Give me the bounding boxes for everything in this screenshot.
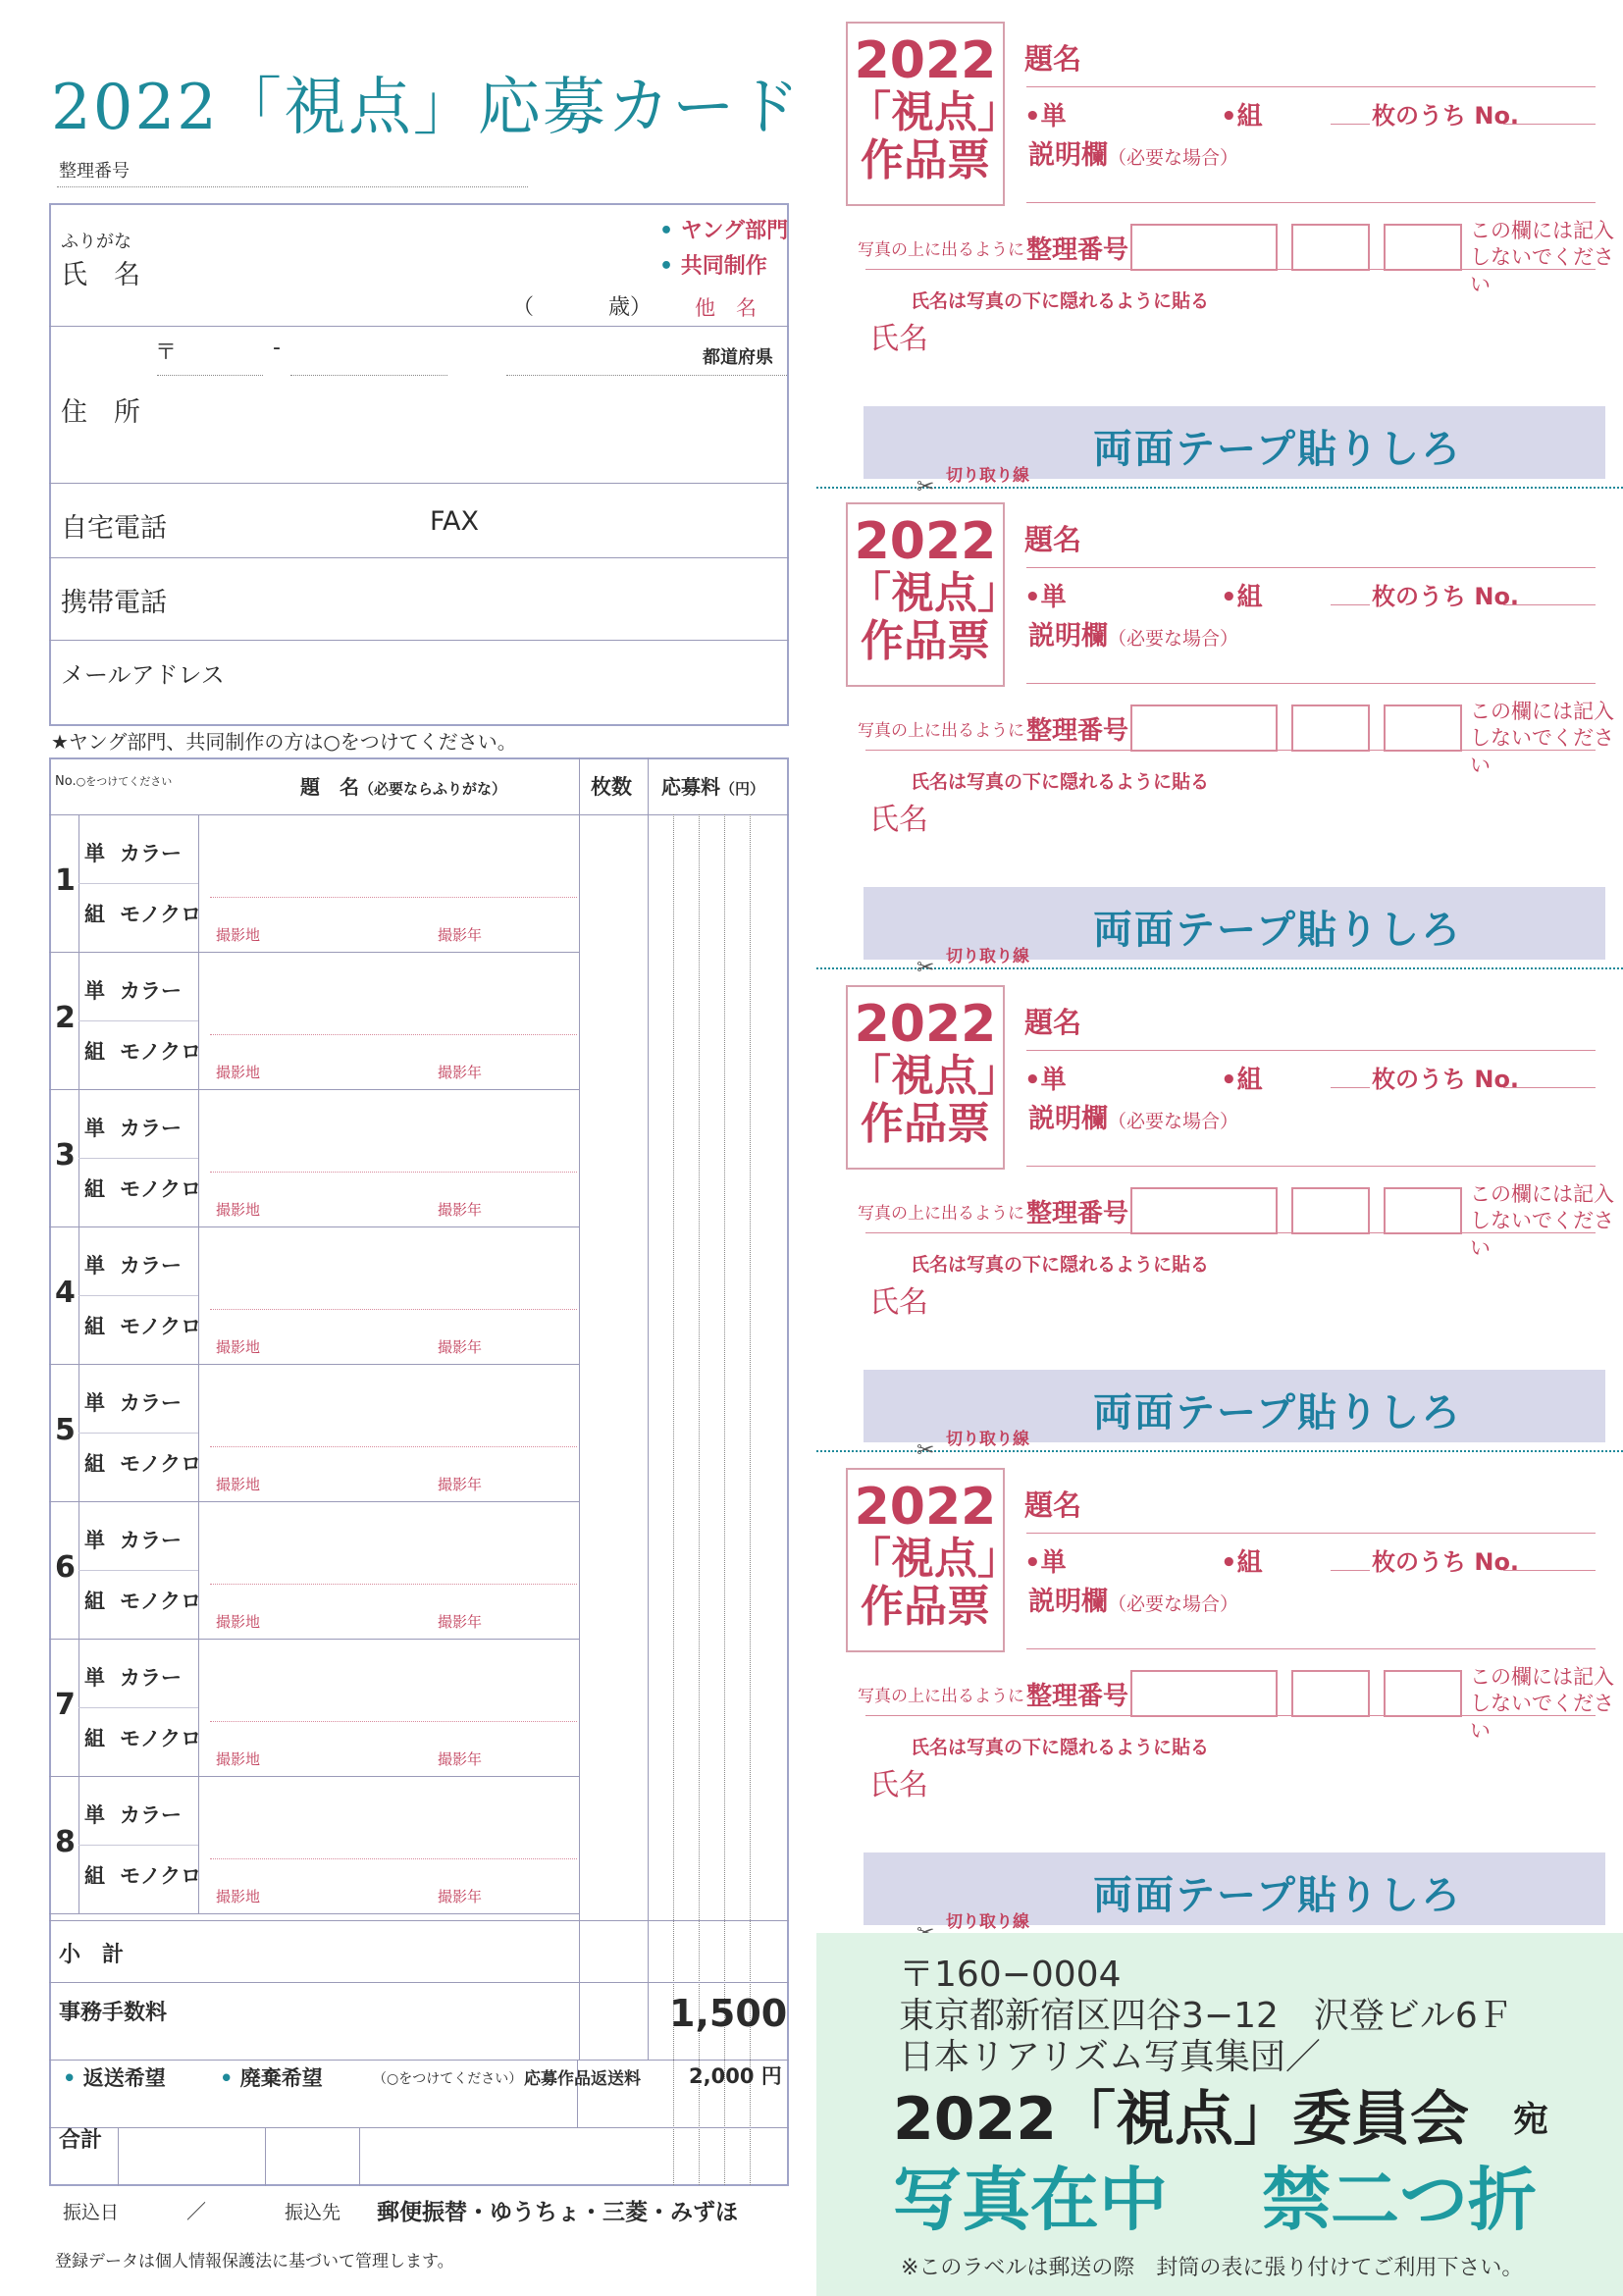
col-circle-label: ○をつけてください — [76, 775, 173, 788]
ticket-no-write: この欄には記入しないでください — [1470, 1665, 1614, 1743]
mono-option[interactable]: モノクロ — [120, 903, 202, 926]
bullet-icon: • — [659, 254, 674, 279]
ticket-photo-above: 写真の上に出るように — [858, 721, 1024, 741]
seiri-box-3[interactable] — [1384, 1187, 1462, 1234]
ticket-setsumei-label: 説明欄 — [1028, 1104, 1108, 1134]
ticket-setsumei — [1028, 614, 1238, 652]
postal-dash: - — [273, 336, 281, 360]
ticket-shimei: 氏名 — [869, 803, 928, 837]
seiri-box-1[interactable] — [1130, 224, 1278, 271]
color-option[interactable]: カラー — [120, 1391, 182, 1415]
mono-option[interactable]: モノクロ — [120, 1727, 202, 1750]
seiri-box-1[interactable] — [1130, 1187, 1278, 1234]
ticket-mai-no: 枚のうち No. — [1372, 1066, 1520, 1093]
mono-option[interactable]: モノクロ — [120, 1315, 202, 1338]
haiki-option[interactable] — [220, 2062, 323, 2092]
ticket-tan-label: 単 — [1040, 583, 1067, 612]
satsueichi-label: 撮影地 — [216, 1201, 261, 1219]
ticket-tan[interactable] — [1024, 1060, 1067, 1096]
ticket-daimei: 題名 — [1024, 42, 1082, 76]
seiri-box-2[interactable] — [1291, 224, 1370, 271]
ticket-tan[interactable] — [1024, 96, 1067, 132]
star-note: ★ヤング部門、共同制作の方は○をつけてください。 — [51, 730, 517, 754]
label-zaichu: 写真在中 — [893, 2160, 1168, 2240]
furikomibi-label: 振込日 — [63, 2202, 120, 2223]
satsueichi-label: 撮影地 — [216, 1888, 261, 1905]
ticket-kumi-label: 組 — [1236, 583, 1263, 612]
seiri-box-1[interactable] — [1130, 1670, 1278, 1717]
ticket-kumi[interactable] — [1221, 577, 1263, 613]
ticket-kumi-label: 組 — [1236, 102, 1263, 131]
satsueichi-label: 撮影地 — [216, 1064, 261, 1081]
mono-option[interactable]: モノクロ — [120, 1177, 202, 1201]
ticket-kumi[interactable] — [1221, 1542, 1263, 1579]
satsueinen-label: 撮影年 — [438, 1613, 483, 1631]
seiri-box-3[interactable] — [1384, 704, 1462, 752]
privacy-footer: 登録データは個人情報保護法に基づいて管理します。 — [55, 2252, 454, 2271]
ticket-year: 2022 — [854, 1478, 997, 1537]
ticket-kumi-label: 組 — [1236, 1548, 1263, 1578]
seiri-box-2[interactable] — [1291, 704, 1370, 752]
color-option[interactable]: カラー — [120, 1529, 182, 1552]
gokei-label: 合計 — [59, 2128, 103, 2153]
jimu-value: 1,500 — [669, 1992, 788, 2035]
ticket-photo-above: 写真の上に出るように — [858, 1687, 1024, 1706]
satsueinen-label: 撮影年 — [438, 1064, 483, 1081]
label-ate: 宛 — [1513, 2100, 1549, 2140]
ticket-no-write: この欄には記入しないでください — [1470, 219, 1614, 296]
ticket-shimei: 氏名 — [869, 322, 928, 356]
ticket-mai-no: 枚のうち No. — [1372, 583, 1520, 610]
satsueichi-label: 撮影地 — [216, 926, 261, 944]
tan-option[interactable]: 単 — [84, 1529, 105, 1552]
ticket-sakuhinhyo: 作品票 — [861, 1581, 990, 1632]
bullet-icon: • — [659, 219, 674, 243]
fax-label: FAX — [430, 506, 480, 537]
satsueichi-label: 撮影地 — [216, 1476, 261, 1493]
satsueinen-label: 撮影年 — [438, 1888, 483, 1905]
row-number: 7 — [55, 1688, 76, 1722]
ticket-photo-above: 写真の上に出るように — [858, 1204, 1024, 1224]
kumi-option[interactable]: 組 — [84, 1727, 105, 1750]
bullet-icon: • — [1024, 1066, 1041, 1095]
seiri-box-3[interactable] — [1384, 1670, 1462, 1717]
tan-option[interactable]: 単 — [84, 1391, 105, 1415]
label-committee: 2022「視点」委員会 — [893, 2085, 1469, 2154]
color-option[interactable]: カラー — [120, 1117, 182, 1140]
ticket-sakuhinhyo: 作品票 — [861, 134, 990, 185]
ticket-setsumei — [1028, 1097, 1238, 1135]
kumi-option[interactable]: 組 — [84, 1177, 105, 1201]
henso-label: 返送希望 — [82, 2066, 166, 2090]
kyodo-option[interactable] — [659, 249, 767, 280]
bullet-icon: • — [63, 2066, 77, 2090]
ticket-setsumei-sub: （必要な場合） — [1108, 628, 1239, 650]
scissors-icon: ✂ — [916, 475, 935, 499]
tape-label: 両面テープ貼りしろ — [1093, 427, 1462, 472]
ticket-tan[interactable] — [1024, 1542, 1067, 1579]
email-label: メールアドレス — [61, 661, 225, 689]
col-no-label: No. — [55, 774, 77, 789]
satsueinen-label: 撮影年 — [438, 926, 483, 944]
satsueinen-label: 撮影年 — [438, 1476, 483, 1493]
tape-label: 両面テープ貼りしろ — [1093, 1873, 1462, 1918]
mono-option[interactable]: モノクロ — [120, 1590, 202, 1613]
home-phone-label: 自宅電話 — [61, 513, 167, 544]
ticket-setsumei-label: 説明欄 — [1028, 140, 1108, 171]
bullet-icon: • — [1221, 1066, 1237, 1095]
name-label: 氏 名 — [61, 260, 140, 290]
haiki-label: 廃棄希望 — [239, 2066, 323, 2090]
ticket-name-hidden: 氏名は写真の下に隠れるように貼る — [911, 1254, 1210, 1276]
ticket-name-hidden: 氏名は写真の下に隠れるように貼る — [911, 771, 1210, 793]
col-maisu: 枚数 — [591, 775, 632, 799]
cut-line — [816, 487, 1623, 489]
seiri-box-2[interactable] — [1291, 1187, 1370, 1234]
ticket-logo — [846, 985, 1021, 1170]
circle-note: （○をつけてください） — [373, 2071, 523, 2087]
row-number: 3 — [55, 1138, 76, 1173]
henso-option[interactable] — [63, 2062, 166, 2092]
row-number: 1 — [55, 863, 76, 898]
col-title-label: 題 名 — [300, 775, 359, 799]
color-option[interactable]: カラー — [120, 1803, 182, 1827]
satsueichi-label: 撮影地 — [216, 1338, 261, 1356]
ticket-kumi[interactable] — [1221, 96, 1263, 132]
satsueinen-label: 撮影年 — [438, 1338, 483, 1356]
ticket-tan-label: 単 — [1040, 102, 1067, 131]
seiri-box-1[interactable] — [1130, 704, 1278, 752]
bullet-icon: • — [1024, 583, 1041, 612]
ticket-logo — [846, 1468, 1021, 1652]
satsueichi-label: 撮影地 — [216, 1750, 261, 1768]
ticket-year: 2022 — [854, 512, 997, 571]
label-kinshi: 禁二つ折 — [1262, 2160, 1537, 2240]
furigana-label: ふりがな — [61, 232, 131, 252]
ticket-tan[interactable] — [1024, 577, 1067, 613]
row-number: 8 — [55, 1825, 76, 1859]
ticket-daimei: 題名 — [1024, 1006, 1082, 1039]
ticket-seiri: 整理番号 — [1026, 235, 1129, 265]
mobile-label: 携帯電話 — [61, 588, 167, 618]
bullet-icon: • — [1221, 1548, 1237, 1578]
ticket-setsumei-sub: （必要な場合） — [1108, 147, 1239, 169]
bullet-icon: • — [1221, 583, 1237, 612]
ticket-shiten: 「視点」 — [848, 1051, 1021, 1102]
kumi-option[interactable]: 組 — [84, 1452, 105, 1476]
col-fee-unit: （円） — [720, 780, 765, 798]
row-number: 5 — [55, 1413, 76, 1447]
ticket-kumi-label: 組 — [1236, 1066, 1263, 1095]
kumi-option[interactable]: 組 — [84, 1040, 105, 1064]
tape-label: 両面テープ貼りしろ — [1093, 1390, 1462, 1435]
label-address: 東京都新宿区四谷3−12 沢登ビル6Ｆ — [899, 1996, 1513, 2036]
tape-label: 両面テープ貼りしろ — [1093, 908, 1462, 953]
bullet-icon: • — [1221, 102, 1237, 131]
young-option[interactable] — [659, 214, 788, 244]
label-note: ※このラベルは郵送の際 封筒の表に張り付けてご利用下さい。 — [901, 2256, 1524, 2280]
row-number: 2 — [55, 1001, 76, 1035]
color-option[interactable]: カラー — [120, 979, 182, 1003]
seiri-box-3[interactable] — [1384, 224, 1462, 271]
tan-option[interactable]: 単 — [84, 842, 105, 865]
col-fee — [661, 771, 764, 800]
col-no — [55, 773, 172, 789]
form-title: 2022「視点」応募カード — [51, 72, 802, 144]
seiri-box-2[interactable] — [1291, 1670, 1370, 1717]
cut-label: 切り取り線 — [946, 947, 1029, 966]
ticket-setsumei — [1028, 133, 1238, 172]
ticket-sakuhinhyo: 作品票 — [861, 1098, 990, 1149]
ticket-seiri: 整理番号 — [1026, 1199, 1129, 1228]
ticket-setsumei-label: 説明欄 — [1028, 1587, 1108, 1617]
tan-option[interactable]: 単 — [84, 1117, 105, 1140]
slash: ／ — [186, 2200, 206, 2223]
scissors-icon: ✂ — [916, 1438, 935, 1463]
satsueinen-label: 撮影年 — [438, 1750, 483, 1768]
kumi-option[interactable]: 組 — [84, 1590, 105, 1613]
satsueinen-label: 撮影年 — [438, 1201, 483, 1219]
bullet-icon: • — [1024, 102, 1041, 131]
kumi-option[interactable]: 組 — [84, 1864, 105, 1888]
ticket-kumi[interactable] — [1221, 1060, 1263, 1096]
ticket-photo-above: 写真の上に出るように — [858, 240, 1024, 260]
cut-label: 切り取り線 — [946, 466, 1029, 486]
ticket-shimei: 氏名 — [869, 1768, 928, 1802]
cut-line — [816, 1450, 1623, 1452]
furikomisaki-label: 振込先 — [285, 2202, 341, 2223]
young-label: ヤング部門 — [680, 219, 789, 243]
ticket-year: 2022 — [854, 995, 997, 1054]
ticket-shimei: 氏名 — [869, 1285, 928, 1320]
label-org: 日本リアリズム写真集団／ — [899, 2037, 1321, 2077]
postal-mark: 〒 — [155, 340, 178, 365]
ticket-seiri: 整理番号 — [1026, 716, 1129, 746]
ticket-no-write: この欄には記入しないでください — [1470, 700, 1614, 777]
address-label: 住 所 — [61, 397, 140, 428]
cut-line — [816, 967, 1623, 969]
kumi-option[interactable]: 組 — [84, 903, 105, 926]
henso-fee-label: 応募作品返送料 — [524, 2069, 641, 2089]
ticket-no-write: この欄には記入しないでください — [1470, 1182, 1614, 1260]
tan-option[interactable]: 単 — [84, 1803, 105, 1827]
tan-option[interactable]: 単 — [84, 979, 105, 1003]
bullet-icon: • — [220, 2066, 234, 2090]
jimu-label: 事務手数料 — [59, 2001, 168, 2025]
ticket-daimei: 題名 — [1024, 523, 1082, 556]
ticket-shiten: 「視点」 — [848, 568, 1021, 619]
col-title-sub: （必要ならふりがな） — [359, 780, 507, 798]
mono-option[interactable]: モノクロ — [120, 1864, 202, 1888]
col-title — [300, 771, 506, 800]
mono-option[interactable]: モノクロ — [120, 1040, 202, 1064]
color-option[interactable]: カラー — [120, 842, 182, 865]
row-number: 4 — [55, 1276, 76, 1310]
seiri-bango-label: 整理番号 — [59, 161, 130, 182]
ticket-shiten: 「視点」 — [848, 1534, 1021, 1585]
ticket-mai-no: 枚のうち No. — [1372, 102, 1520, 130]
cut-label: 切り取り線 — [946, 1912, 1029, 1932]
applicant-info-box — [49, 203, 789, 726]
col-fee-label: 応募料 — [661, 775, 720, 799]
bullet-icon: • — [1024, 1548, 1041, 1578]
mono-option[interactable]: モノクロ — [120, 1452, 202, 1476]
ticket-tan-label: 単 — [1040, 1066, 1067, 1095]
ticket-setsumei — [1028, 1580, 1238, 1618]
kyodo-label: 共同制作 — [680, 254, 767, 279]
age-close: 歳） — [608, 295, 653, 320]
tan-option[interactable]: 単 — [84, 1666, 105, 1690]
ticket-tan-label: 単 — [1040, 1548, 1067, 1578]
ticket-name-hidden: 氏名は写真の下に隠れるように貼る — [911, 290, 1210, 312]
ticket-logo — [846, 502, 1021, 687]
ticket-sakuhinhyo: 作品票 — [861, 615, 990, 666]
tamei-label: 他 名 — [695, 296, 757, 320]
row-number: 6 — [55, 1550, 76, 1585]
age-open: （ — [512, 295, 535, 320]
ticket-shiten: 「視点」 — [848, 87, 1021, 138]
banks-text: 郵便振替・ゆうちょ・三菱・みずほ — [377, 2200, 738, 2225]
satsueichi-label: 撮影地 — [216, 1613, 261, 1631]
ticket-logo — [846, 22, 1021, 206]
ticket-year: 2022 — [854, 31, 997, 90]
ticket-mai-no: 枚のうち No. — [1372, 1548, 1520, 1576]
todofuken-label: 都道府県 — [703, 347, 773, 368]
tan-option[interactable]: 単 — [84, 1254, 105, 1278]
label-zip: 〒160−0004 — [899, 1955, 1122, 1995]
subtotal-label: 小 計 — [59, 1943, 125, 1967]
ticket-name-hidden: 氏名は写真の下に隠れるように貼る — [911, 1737, 1210, 1758]
ticket-daimei: 題名 — [1024, 1488, 1082, 1522]
ticket-setsumei-sub: （必要な場合） — [1108, 1593, 1239, 1615]
henso-fee-value: 2,000 円 — [689, 2064, 782, 2088]
ticket-setsumei-label: 説明欄 — [1028, 621, 1108, 652]
color-option[interactable]: カラー — [120, 1666, 182, 1690]
color-option[interactable]: カラー — [120, 1254, 182, 1278]
ticket-setsumei-sub: （必要な場合） — [1108, 1111, 1239, 1132]
cut-label: 切り取り線 — [946, 1430, 1029, 1449]
kumi-option[interactable]: 組 — [84, 1315, 105, 1338]
scissors-icon: ✂ — [916, 956, 935, 980]
ticket-seiri: 整理番号 — [1026, 1682, 1129, 1711]
